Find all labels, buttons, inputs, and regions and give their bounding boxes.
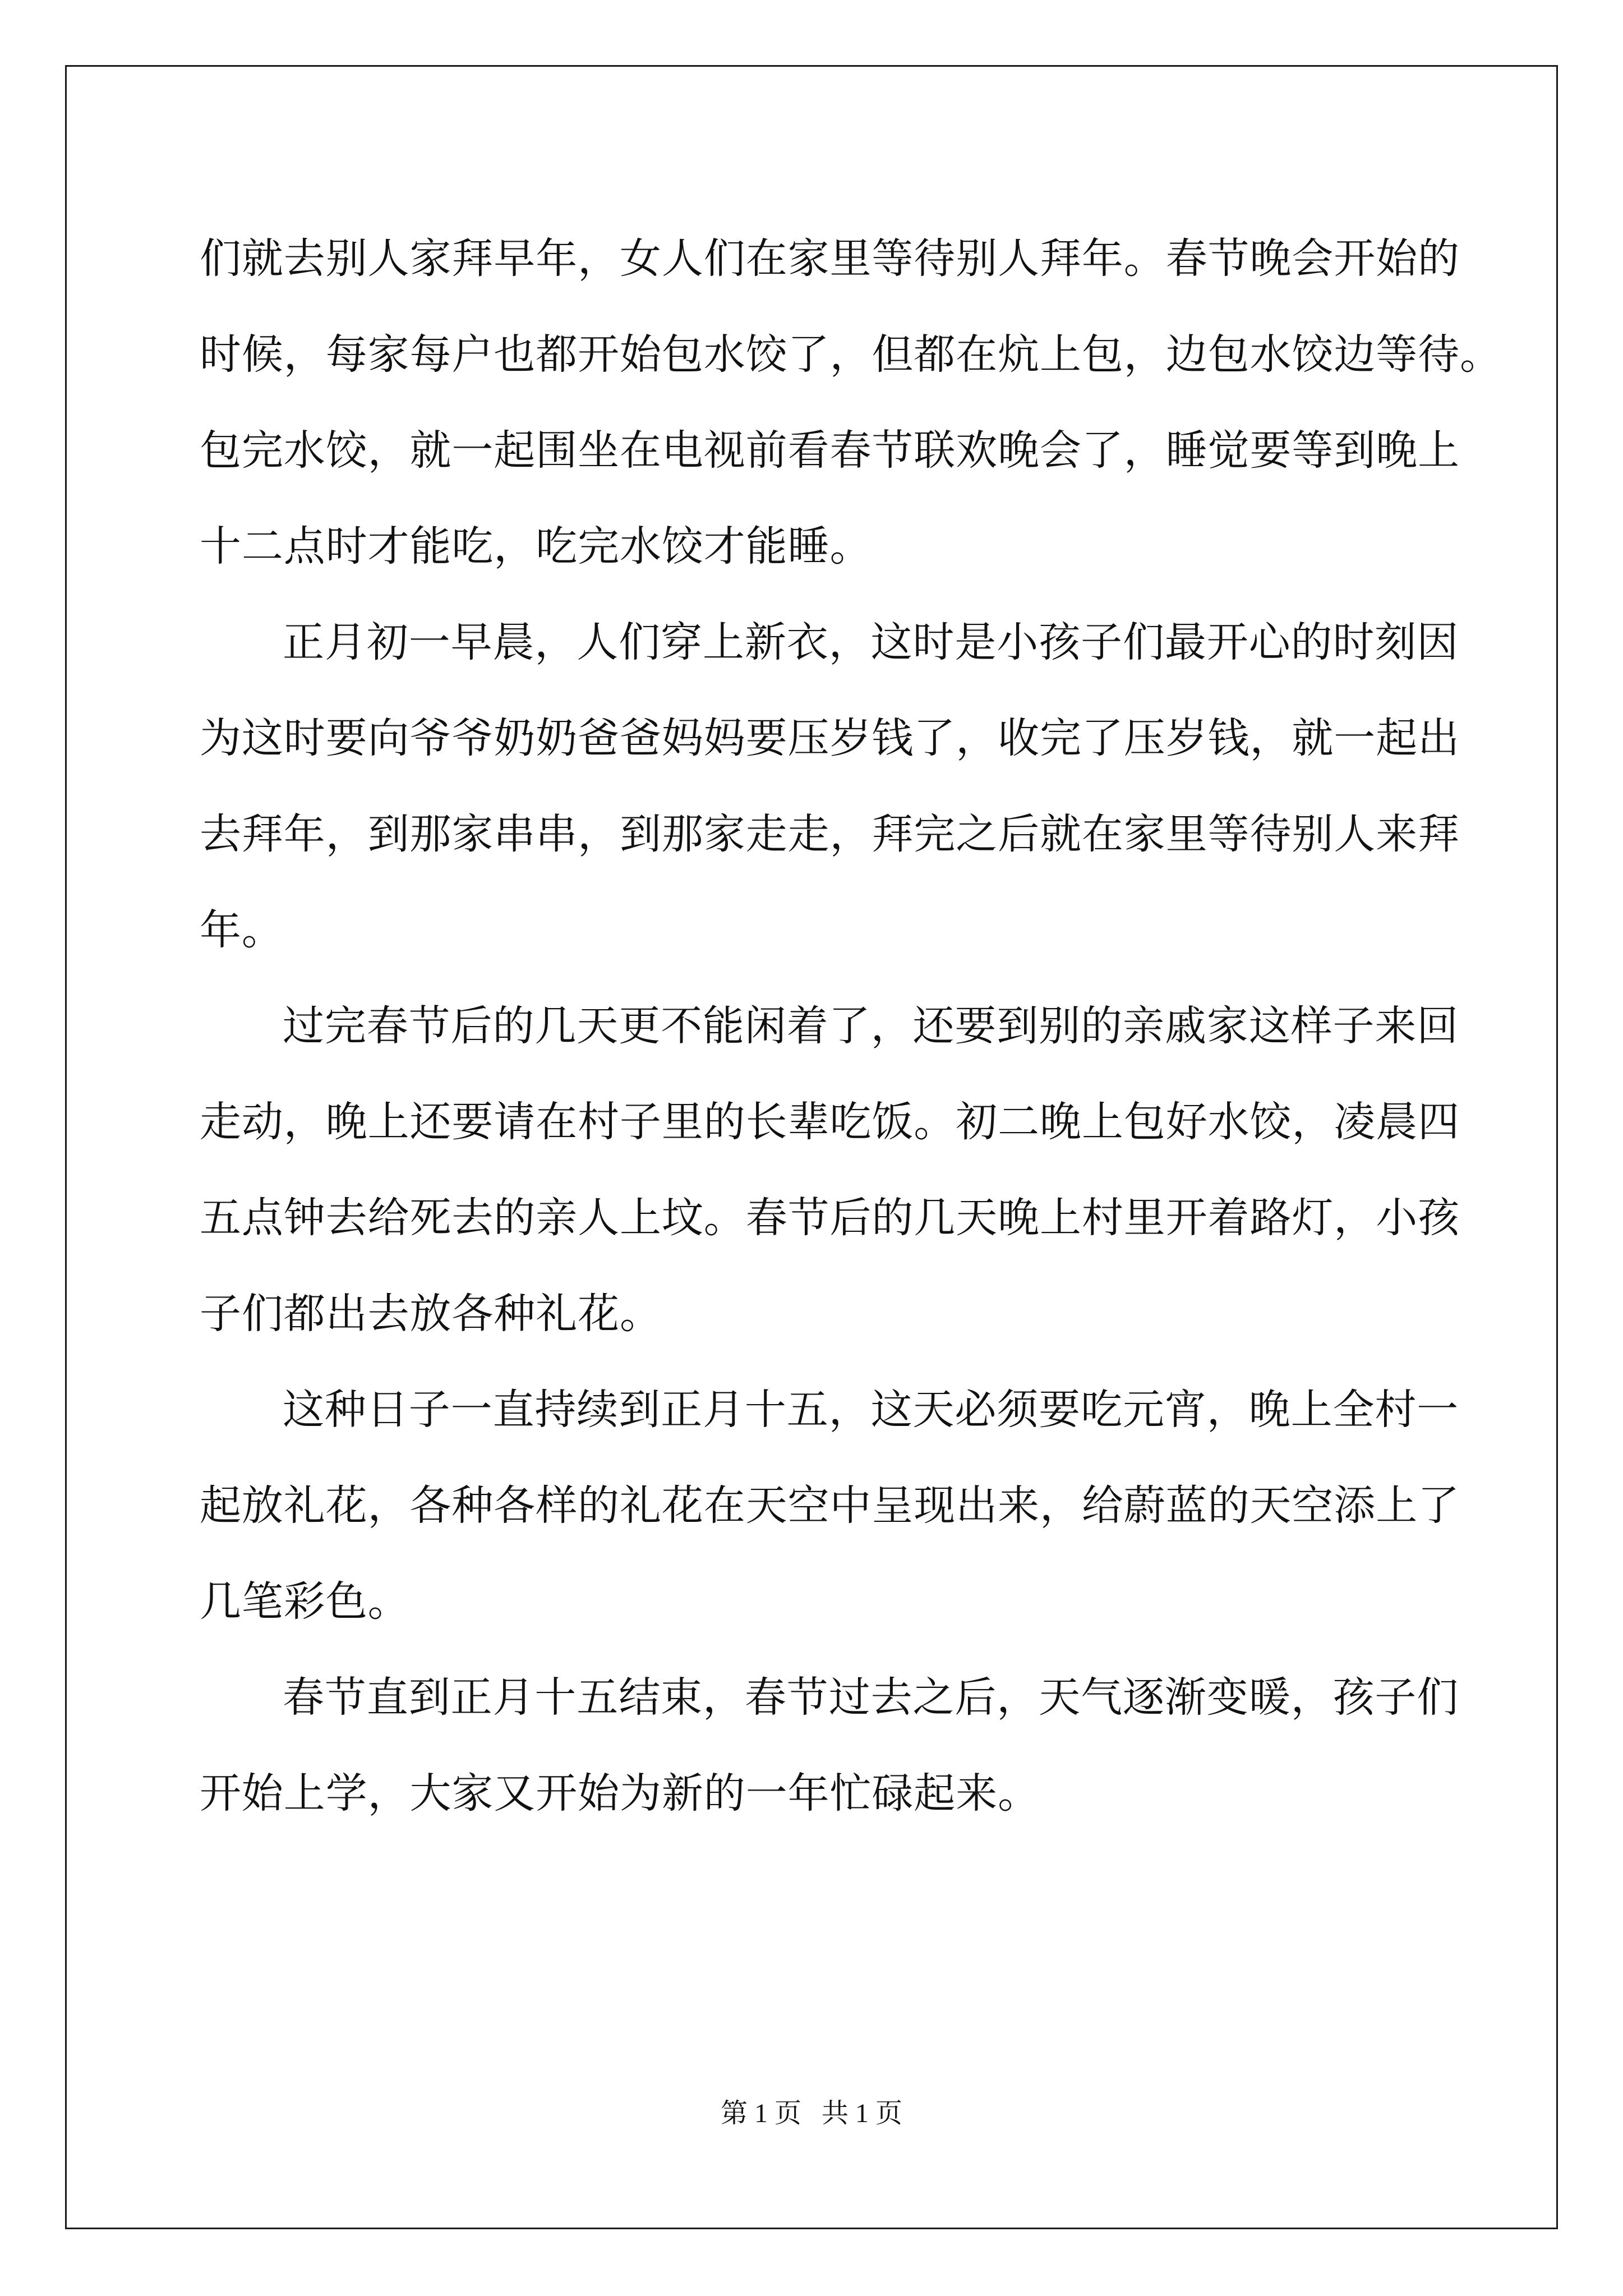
document-body bbox=[200, 211, 1502, 1842]
text-line: 这种日子一直持续到正月十五，这天必须要吃元宵，晚上全村一 bbox=[283, 1386, 1459, 1434]
text-line: 包完水饺，就一起围坐在电视前看春节联欢晚会了，睡觉要等到晚上 bbox=[200, 426, 1460, 475]
text-line: 们就去别人家拜早年，女人们在家里等待别人拜年。春节晚会开始的 bbox=[200, 234, 1460, 283]
page-number-footer: 第 1 页 共 1 页 bbox=[720, 2099, 902, 2128]
text-line: 年。 bbox=[200, 906, 284, 954]
text-line: 十二点时才能吃，吃完水饺才能睡。 bbox=[200, 522, 872, 570]
text-line: 正月初一早晨，人们穿上新衣，这时是小孩子们最开心的时刻因 bbox=[283, 618, 1459, 666]
text-line: 春节直到正月十五结束，春节过去之后，天气逐渐变暖，孩子们 bbox=[283, 1673, 1459, 1722]
text-line: 子们都出去放各种礼花。 bbox=[200, 1290, 662, 1338]
text-line: 走动，晚上还要请在村子里的长辈吃饭。初二晚上包好水饺，凌晨四 bbox=[200, 1098, 1460, 1146]
text-line: 开始上学，大家又开始为新的一年忙碌起来。 bbox=[200, 1769, 1040, 1818]
text-line: 几笔彩色。 bbox=[200, 1577, 410, 1626]
text-line: 时候，每家每户也都开始包水饺了，但都在炕上包，边包水饺边等待。 bbox=[200, 330, 1502, 379]
text-line: 过完春节后的几天更不能闲着了，还要到别的亲戚家这样子来回 bbox=[283, 1002, 1459, 1050]
text-line: 五点钟去给死去的亲人上坟。春节后的几天晚上村里开着路灯，小孩 bbox=[200, 1194, 1460, 1242]
text-line: 为这时要向爷爷奶奶爸爸妈妈要压岁钱了，收完了压岁钱，就一起出 bbox=[200, 714, 1460, 762]
text-line: 去拜年，到那家串串，到那家走走，拜完之后就在家里等待别人来拜 bbox=[200, 810, 1460, 858]
text-line: 起放礼花，各种各样的礼花在天空中呈现出来，给蔚蓝的天空添上了 bbox=[200, 1481, 1460, 1530]
